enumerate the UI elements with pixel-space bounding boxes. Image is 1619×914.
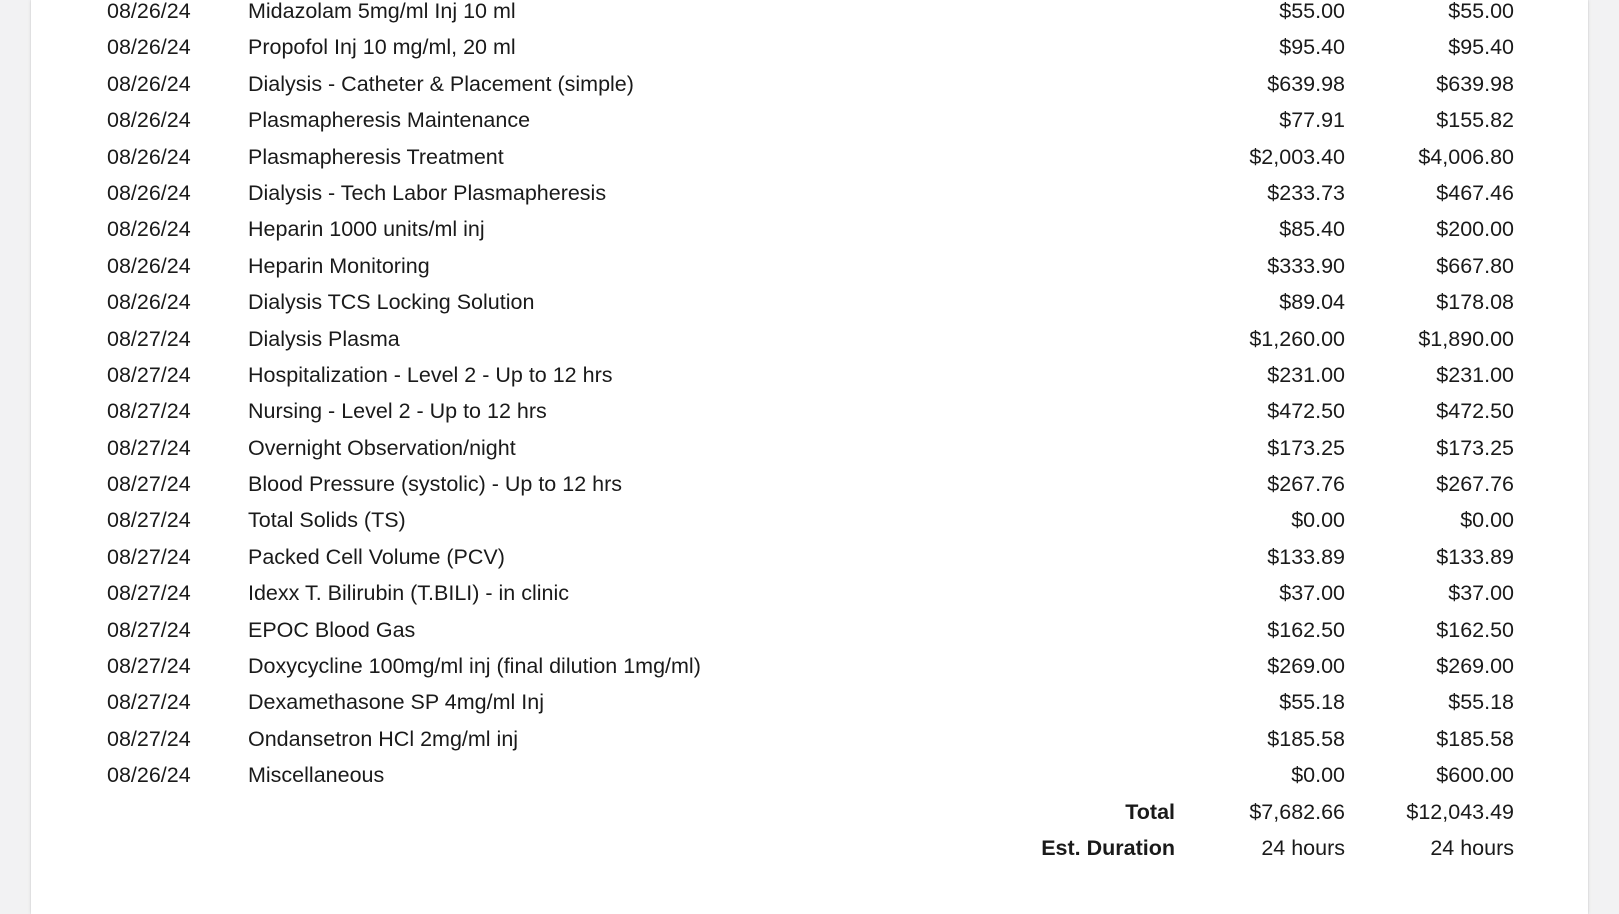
item-low-price: $472.50 — [1267, 399, 1345, 424]
item-description: EPOC Blood Gas — [248, 617, 416, 642]
total-row — [31, 794, 1588, 830]
item-low-price: $89.04 — [1279, 290, 1345, 315]
item-date: 08/26/24 — [107, 253, 191, 278]
line-item — [31, 0, 1588, 29]
item-high-price: $200.00 — [1436, 217, 1514, 242]
item-high-price: $231.00 — [1436, 362, 1514, 387]
line-item — [31, 539, 1588, 575]
item-description: Propofol Inj 10 mg/ml, 20 ml — [248, 35, 516, 60]
total-label: Total — [1125, 799, 1175, 824]
item-date: 08/26/24 — [107, 108, 191, 133]
item-high-price: $55.00 — [1448, 0, 1514, 23]
line-item — [31, 684, 1588, 720]
item-high-price: $472.50 — [1436, 399, 1514, 424]
duration-label: Est. Duration — [1041, 835, 1175, 860]
line-item — [31, 393, 1588, 429]
item-low-price: $55.18 — [1279, 690, 1345, 715]
item-description: Miscellaneous — [248, 763, 385, 788]
item-date: 08/27/24 — [107, 362, 191, 387]
item-description: Packed Cell Volume (PCV) — [248, 544, 505, 569]
item-high-price: $1,890.00 — [1418, 326, 1514, 351]
item-high-price: $173.25 — [1436, 435, 1514, 460]
item-description: Total Solids (TS) — [248, 508, 406, 533]
item-low-price: $55.00 — [1279, 0, 1345, 23]
item-description: Dialysis - Catheter & Placement (simple) — [248, 71, 634, 96]
item-description: Blood Pressure (systolic) - Up to 12 hrs — [248, 472, 622, 497]
item-high-price: $600.00 — [1436, 763, 1514, 788]
item-description: Plasmapheresis Treatment — [248, 144, 504, 169]
item-description: Midazolam 5mg/ml Inj 10 ml — [248, 0, 516, 23]
item-date: 08/27/24 — [107, 544, 191, 569]
estimate-page — [31, 0, 1588, 914]
item-date: 08/26/24 — [107, 763, 191, 788]
item-description: Heparin Monitoring — [248, 253, 430, 278]
item-date: 08/27/24 — [107, 617, 191, 642]
item-description: Dexamethasone SP 4mg/ml Inj — [248, 690, 544, 715]
item-date: 08/27/24 — [107, 726, 191, 751]
item-date: 08/26/24 — [107, 180, 191, 205]
line-item — [31, 648, 1588, 684]
item-high-price: $178.08 — [1436, 290, 1514, 315]
line-item — [31, 248, 1588, 284]
item-high-price: $95.40 — [1448, 35, 1514, 60]
item-high-price: $0.00 — [1460, 508, 1514, 533]
item-date: 08/26/24 — [107, 290, 191, 315]
line-item — [31, 575, 1588, 611]
line-items-list — [31, 0, 1588, 866]
line-item — [31, 721, 1588, 757]
item-description: Nursing - Level 2 - Up to 12 hrs — [248, 399, 547, 424]
item-date: 08/26/24 — [107, 144, 191, 169]
item-description: Dialysis Plasma — [248, 326, 400, 351]
item-date: 08/27/24 — [107, 690, 191, 715]
item-low-price: $639.98 — [1267, 71, 1345, 96]
item-low-price: $1,260.00 — [1249, 326, 1345, 351]
line-item — [31, 430, 1588, 466]
line-item — [31, 175, 1588, 211]
item-low-price: $233.73 — [1267, 180, 1345, 205]
item-high-price: $133.89 — [1436, 544, 1514, 569]
line-item — [31, 211, 1588, 247]
item-low-price: $0.00 — [1291, 763, 1345, 788]
line-item — [31, 139, 1588, 175]
item-low-price: $269.00 — [1267, 654, 1345, 679]
item-low-price: $185.58 — [1267, 726, 1345, 751]
item-low-price: $133.89 — [1267, 544, 1345, 569]
item-description: Overnight Observation/night — [248, 435, 516, 460]
item-high-price: $467.46 — [1436, 180, 1514, 205]
item-high-price: $667.80 — [1436, 253, 1514, 278]
item-high-price: $162.50 — [1436, 617, 1514, 642]
line-item — [31, 357, 1588, 393]
line-item — [31, 757, 1588, 793]
item-low-price: $77.91 — [1279, 108, 1345, 133]
duration-low-value: 24 hours — [1261, 835, 1345, 860]
item-date: 08/27/24 — [107, 326, 191, 351]
item-high-price: $267.76 — [1436, 472, 1514, 497]
item-description: Plasmapheresis Maintenance — [248, 108, 531, 133]
item-date: 08/27/24 — [107, 581, 191, 606]
item-high-price: $4,006.80 — [1418, 144, 1514, 169]
item-low-price: $2,003.40 — [1249, 144, 1345, 169]
item-date: 08/27/24 — [107, 399, 191, 424]
item-description: Heparin 1000 units/ml inj — [248, 217, 485, 242]
duration-row — [31, 830, 1588, 866]
item-date: 08/27/24 — [107, 472, 191, 497]
item-description: Hospitalization - Level 2 - Up to 12 hrs — [248, 362, 613, 387]
line-item — [31, 502, 1588, 538]
line-item — [31, 466, 1588, 502]
item-high-price: $55.18 — [1448, 690, 1514, 715]
item-description: Idexx T. Bilirubin (T.BILI) - in clinic — [248, 581, 570, 606]
line-item — [31, 321, 1588, 357]
item-date: 08/26/24 — [107, 35, 191, 60]
item-low-price: $0.00 — [1291, 508, 1345, 533]
item-date: 08/27/24 — [107, 508, 191, 533]
line-item — [31, 29, 1588, 65]
item-description: Dialysis TCS Locking Solution — [248, 290, 535, 315]
item-description: Dialysis - Tech Labor Plasmapheresis — [248, 180, 607, 205]
item-date: 08/26/24 — [107, 0, 191, 23]
total-high-value: $12,043.49 — [1406, 799, 1514, 824]
line-item — [31, 612, 1588, 648]
item-low-price: $231.00 — [1267, 362, 1345, 387]
total-low-value: $7,682.66 — [1249, 799, 1345, 824]
line-item — [31, 66, 1588, 102]
item-description: Ondansetron HCl 2mg/ml inj — [248, 726, 519, 751]
item-date: 08/27/24 — [107, 654, 191, 679]
item-high-price: $185.58 — [1436, 726, 1514, 751]
item-high-price: $155.82 — [1436, 108, 1514, 133]
item-date: 08/26/24 — [107, 217, 191, 242]
item-high-price: $639.98 — [1436, 71, 1514, 96]
item-low-price: $173.25 — [1267, 435, 1345, 460]
item-high-price: $37.00 — [1448, 581, 1514, 606]
item-low-price: $95.40 — [1279, 35, 1345, 60]
item-high-price: $269.00 — [1436, 654, 1514, 679]
line-item — [31, 102, 1588, 138]
item-low-price: $267.76 — [1267, 472, 1345, 497]
item-description: Doxycycline 100mg/ml inj (final dilution 1mg/ml) — [248, 654, 701, 679]
item-low-price: $37.00 — [1279, 581, 1345, 606]
item-low-price: $162.50 — [1267, 617, 1345, 642]
item-date: 08/27/24 — [107, 435, 191, 460]
item-date: 08/26/24 — [107, 71, 191, 96]
duration-high-value: 24 hours — [1430, 835, 1514, 860]
item-low-price: $333.90 — [1267, 253, 1345, 278]
line-item — [31, 284, 1588, 320]
item-low-price: $85.40 — [1279, 217, 1345, 242]
